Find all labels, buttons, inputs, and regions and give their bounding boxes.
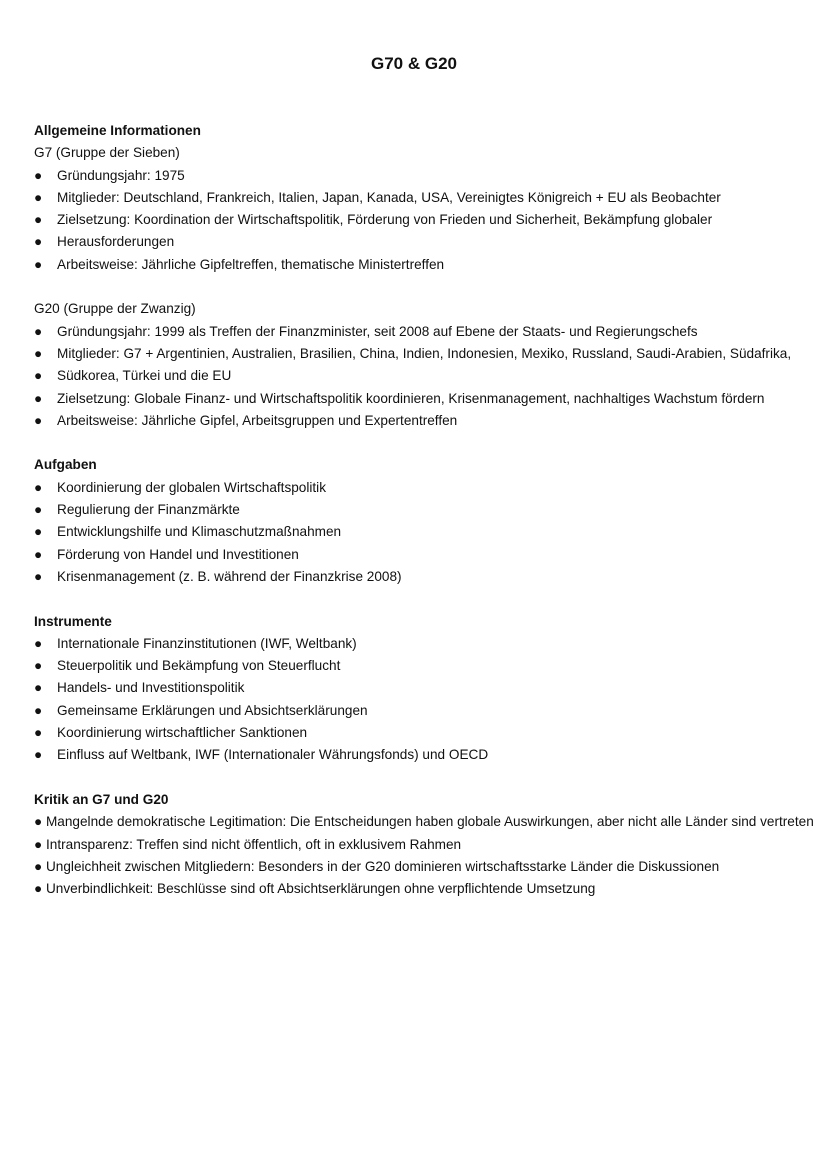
list-item <box>34 343 814 365</box>
list-item <box>34 700 814 722</box>
bullet-icon: ● <box>34 412 43 428</box>
list-item-text: Herausforderungen <box>57 234 175 250</box>
list-item-text: Gründungsjahr: 1975 <box>57 167 185 183</box>
bullet-icon: ● <box>34 725 43 741</box>
list-item-text: Arbeitsweise: Jährliche Gipfel, Arbeitsgruppen und Expertentreffen <box>57 412 458 428</box>
list-item: ● Intransparenz: Treffen sind nicht öffentlich, oft in exklusivem Rahmen <box>34 836 462 852</box>
list-item-text: Südkorea, Türkei und die EU <box>57 368 232 384</box>
bullet-icon: ● <box>34 323 43 339</box>
bullet-icon: ● <box>34 345 43 361</box>
kritik-list <box>34 811 814 900</box>
bullet-icon: ● <box>34 747 43 763</box>
list-item-text: Koordinierung wirtschaftlicher Sanktionen <box>57 725 308 741</box>
list-item <box>34 633 814 655</box>
g20-list <box>34 321 814 432</box>
bullet-icon: ● <box>34 390 43 406</box>
spacer <box>34 767 814 789</box>
list-item-text: Mitglieder: G7 + Argentinien, Australien, Brasilien, China, Indien, Indonesien, Mexiko, Russland, Saudi-Arabien, Südafrika, <box>57 345 792 361</box>
bullet-icon: ● <box>34 568 43 584</box>
list-item: ● Unverbindlichkeit: Beschlüsse sind oft Absichtserklärungen ohne verpflichtende Umsetzung <box>34 881 596 897</box>
list-item <box>34 566 814 588</box>
g7-label: G7 (Gruppe der Sieben) <box>34 145 180 161</box>
list-item: ● Mangelnde demokratische Legitimation: Die Entscheidungen haben globale Auswirkungen, aber nicht alle Länder sind vertreten <box>34 814 814 830</box>
list-item <box>34 677 814 699</box>
document-content <box>34 120 814 900</box>
bullet-icon: ● <box>34 546 43 562</box>
list-item-text: Gemeinsame Erklärungen und Absichtserklärungen <box>57 702 368 718</box>
list-item <box>34 499 814 521</box>
list-item <box>34 388 814 410</box>
list-item-text: Koordinierung der globalen Wirtschaftspolitik <box>57 479 326 495</box>
spacer <box>34 588 814 610</box>
spacer <box>34 432 814 454</box>
list-item <box>34 321 814 343</box>
bullet-icon: ● <box>34 234 43 250</box>
list-item-text: Internationale Finanzinstitutionen (IWF, Weltbank) <box>57 635 357 651</box>
section-heading-instrumente: Instrumente <box>34 613 112 629</box>
section-heading-kritik: Kritik an G7 und G20 <box>34 791 169 807</box>
bullet-icon: ● <box>34 635 43 651</box>
section-heading-aufgaben: Aufgaben <box>34 457 97 473</box>
bullet-icon: ● <box>34 256 43 272</box>
list-item-text: Steuerpolitik und Bekämpfung von Steuerflucht <box>57 658 341 674</box>
bullet-icon: ● <box>34 189 43 205</box>
list-item <box>34 544 814 566</box>
bullet-icon: ● <box>34 702 43 718</box>
list-item <box>34 744 814 766</box>
list-item <box>34 365 814 387</box>
list-item: ● Ungleichheit zwischen Mitgliedern: Besonders in der G20 dominieren wirtschaftsstarke Länder die Diskussionen <box>34 858 720 874</box>
list-item <box>34 722 814 744</box>
bullet-icon: ● <box>34 167 43 183</box>
bullet-icon: ● <box>34 658 43 674</box>
document-title: G70 & G20 <box>371 54 457 73</box>
list-item-text: Krisenmanagement (z. B. während der Finanzkrise 2008) <box>57 568 402 584</box>
bullet-icon: ● <box>34 479 43 495</box>
bullet-icon: ● <box>34 502 43 518</box>
list-item <box>34 521 814 543</box>
bullet-icon: ● <box>34 368 43 384</box>
list-item <box>34 165 814 187</box>
list-item <box>34 254 814 276</box>
list-item-text: Arbeitsweise: Jährliche Gipfeltreffen, thematische Ministertreffen <box>57 256 445 272</box>
list-item <box>34 410 814 432</box>
section-heading-allgemein: Allgemeine Informationen <box>34 123 201 138</box>
list-item-text: Handels- und Investitionspolitik <box>57 680 245 696</box>
g20-label: G20 (Gruppe der Zwanzig) <box>34 301 196 317</box>
list-item-text: Zielsetzung: Koordination der Wirtschaftspolitik, Förderung von Frieden und Sicherheit, Bekämpfung globaler <box>57 212 713 228</box>
list-item <box>34 187 814 209</box>
bullet-icon: ● <box>34 524 43 540</box>
instrumente-list <box>34 633 814 767</box>
aufgaben-list <box>34 477 814 588</box>
bullet-icon: ● <box>34 212 43 228</box>
list-item-text: Förderung von Handel und Investitionen <box>57 546 299 562</box>
list-item <box>34 477 814 499</box>
list-item-text: Regulierung der Finanzmärkte <box>57 502 240 518</box>
bullet-icon: ● <box>34 680 43 696</box>
list-item-text: Gründungsjahr: 1999 als Treffen der Finanzminister, seit 2008 auf Ebene der Staats- und Regierungschefs <box>57 323 698 339</box>
list-item <box>34 231 814 253</box>
g7-list <box>34 165 814 276</box>
list-item-text: Zielsetzung: Globale Finanz- und Wirtschaftspolitik koordinieren, Krisenmanagement, nachhaltiges Wachstum fördern <box>57 390 765 406</box>
list-item-text: Entwicklungshilfe und Klimaschutzmaßnahmen <box>57 524 342 540</box>
list-item <box>34 655 814 677</box>
spacer <box>34 276 814 298</box>
list-item-text: Einfluss auf Weltbank, IWF (Internationaler Währungsfonds) und OECD <box>57 747 489 763</box>
list-item-text: Mitglieder: Deutschland, Frankreich, Italien, Japan, Kanada, USA, Vereinigtes Königreich + EU als Beobachter <box>57 189 721 205</box>
list-item <box>34 209 814 231</box>
